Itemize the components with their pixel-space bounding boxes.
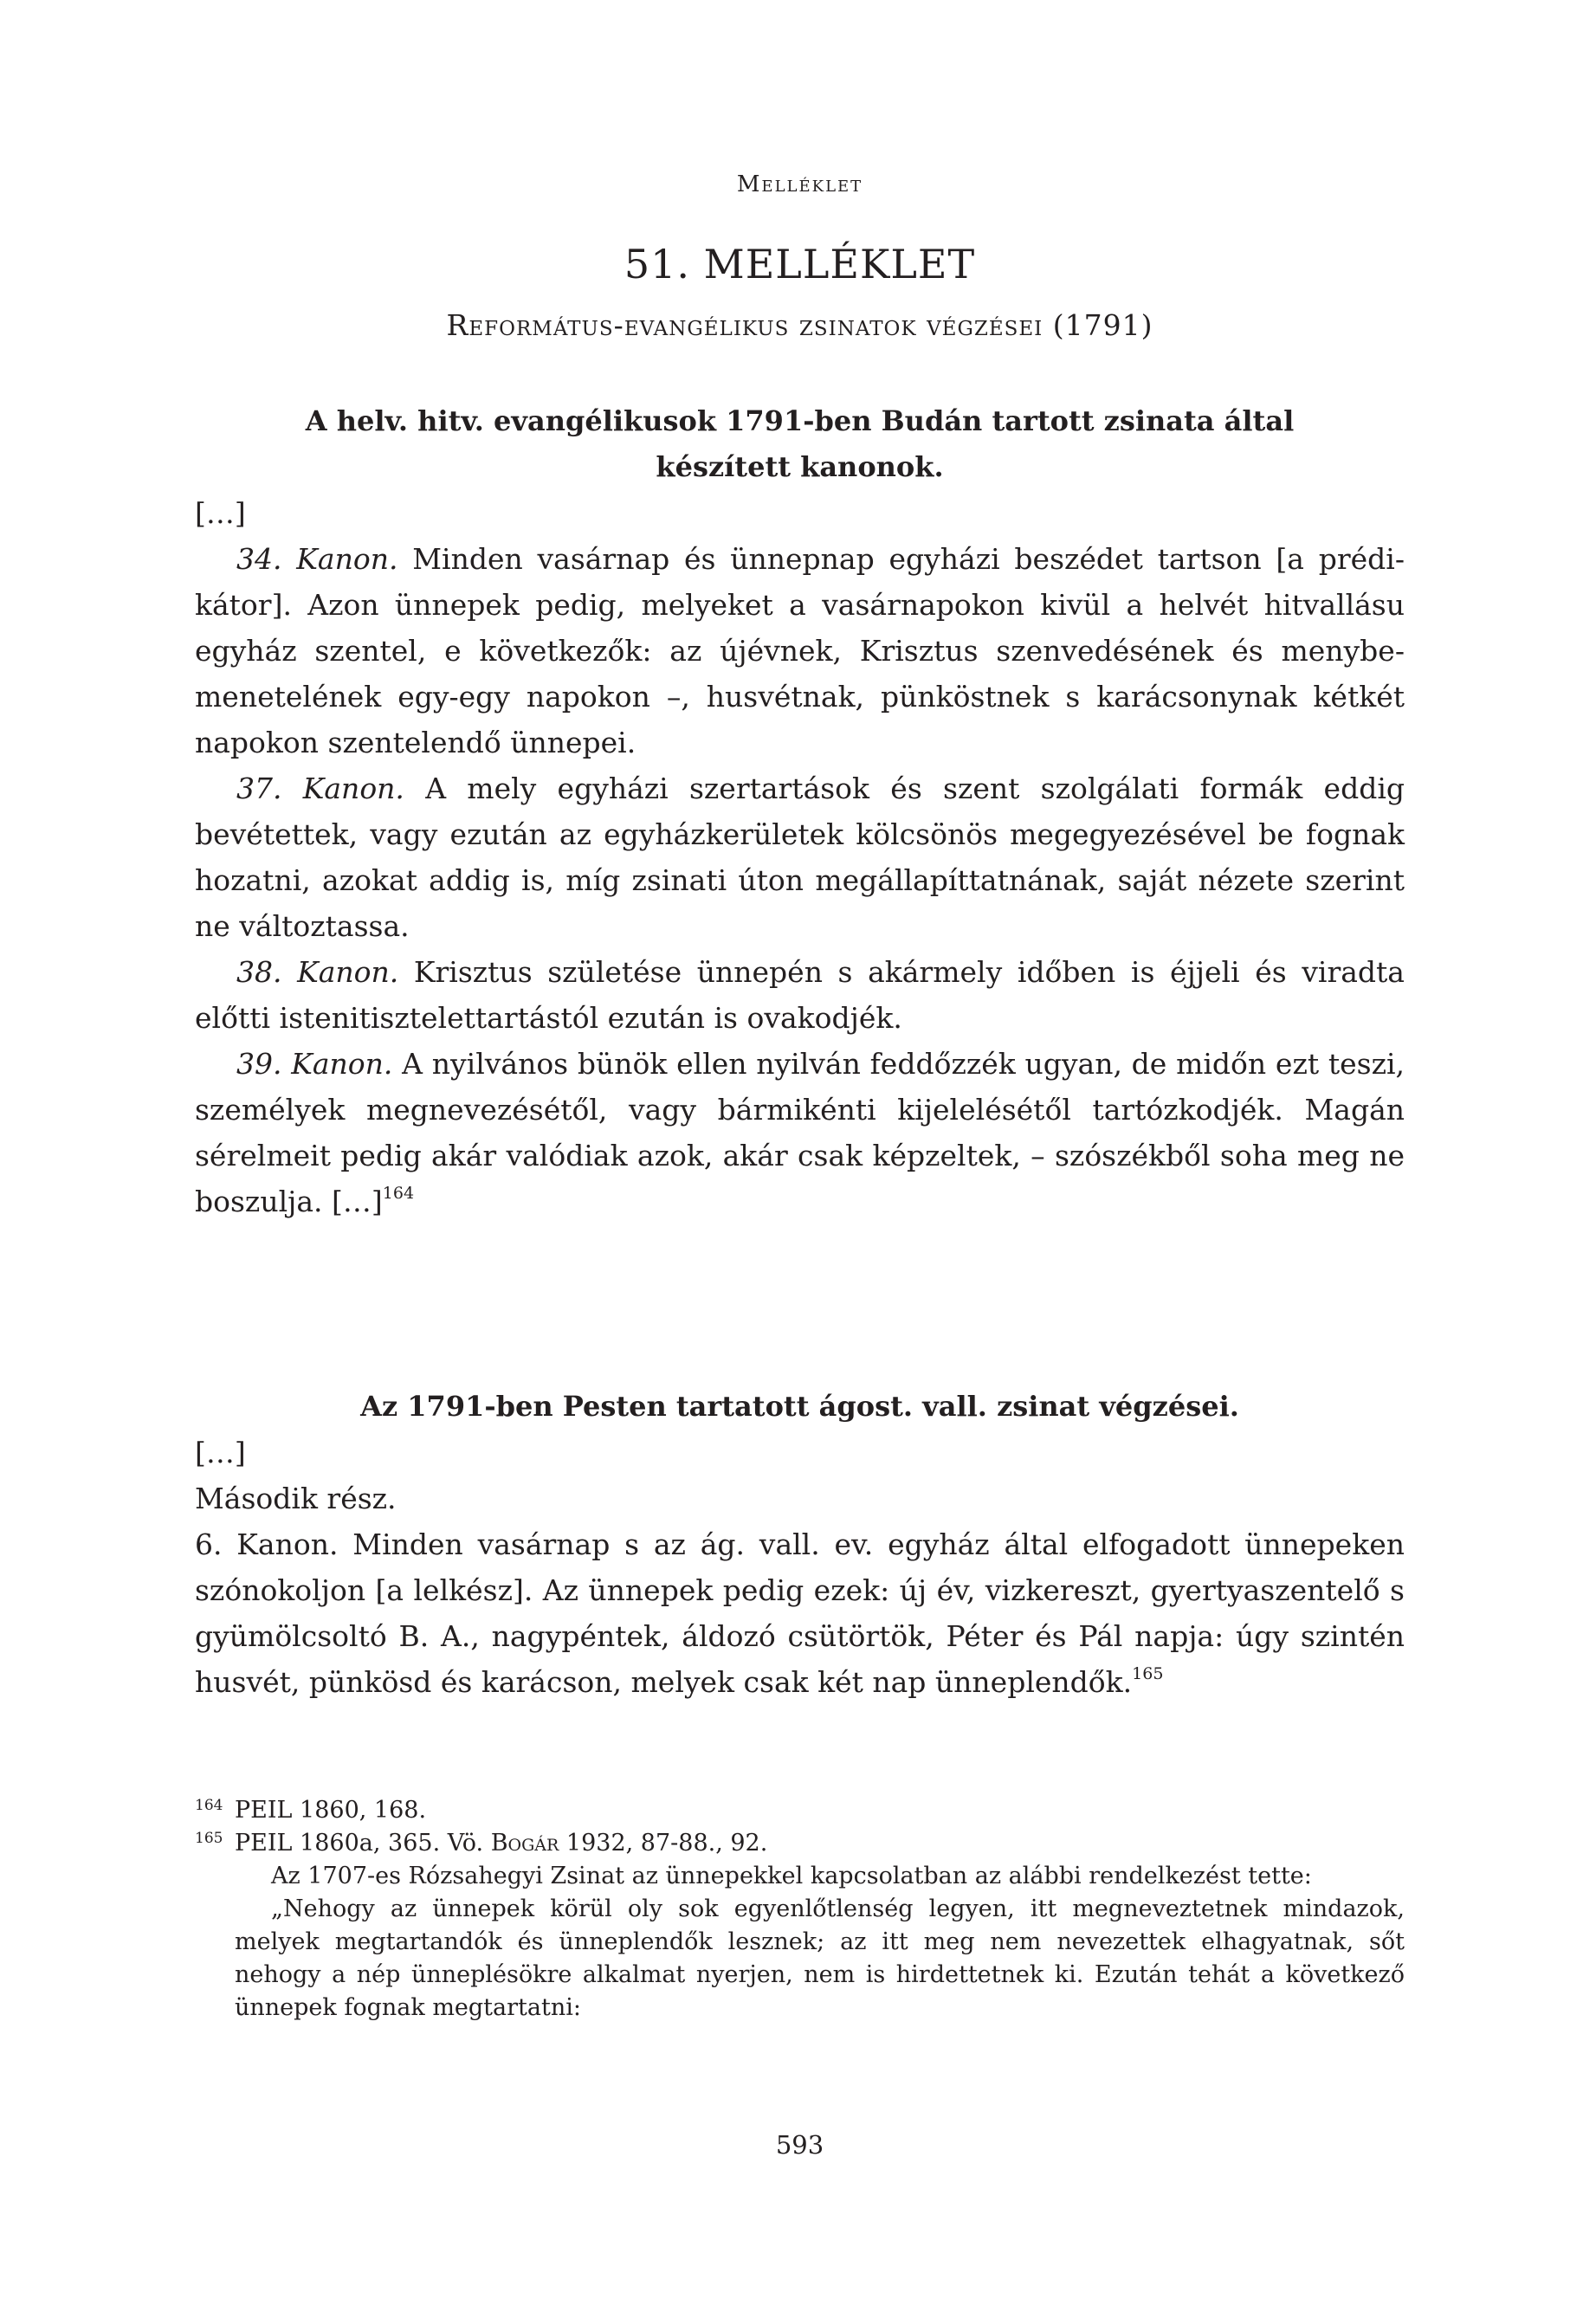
kanon-label: 39. Kanon. bbox=[236, 1047, 393, 1081]
footnote-number: 165 bbox=[195, 1830, 223, 1847]
kanon-37 bbox=[195, 765, 1405, 949]
kanon-38 bbox=[195, 949, 1405, 1041]
footnote-164 bbox=[195, 1794, 1405, 1827]
footnote-author: Bogár bbox=[490, 1830, 559, 1857]
footnote-165 bbox=[195, 1827, 1405, 1860]
footnote-text-b: 1932, 87-88., 92. bbox=[559, 1830, 768, 1857]
footnote-ref-165[interactable]: 165 bbox=[1132, 1664, 1164, 1683]
section-buda-synod bbox=[195, 398, 1405, 1224]
annex-number: 51. MELLÉKLET bbox=[624, 241, 976, 287]
footnote-number: 164 bbox=[195, 1797, 223, 1814]
kanon-6 bbox=[195, 1521, 1405, 1705]
footnotes bbox=[195, 1794, 1405, 2025]
ellipsis: […] bbox=[195, 496, 246, 530]
annex-subtitle: Református-evangélikus zsinatok végzései (1791) bbox=[446, 308, 1153, 342]
footnote-continuation: Az 1707-es Rózsahegyi Zsinat az ünnepekkel kapcsolatban az alábbi rendelkezést tette: bbox=[271, 1863, 1312, 1889]
section-pest-synod bbox=[195, 1384, 1405, 1705]
footnote-text-a: PEIL 1860a, 365. Vö. bbox=[235, 1830, 491, 1857]
footnote-ref-164[interactable]: 164 bbox=[382, 1184, 415, 1203]
part-label: Második rész. bbox=[195, 1482, 397, 1515]
kanon-label: 37. Kanon. bbox=[236, 772, 404, 805]
kanon-label: 34. Kanon. bbox=[236, 542, 398, 576]
page-number: 593 bbox=[775, 2130, 824, 2160]
kanon-label: 38. Kanon. bbox=[236, 955, 399, 989]
section-heading: A helv. hitv. evangélikusok 1791-ben Budán tartott zsinata által készített kanonok. bbox=[305, 404, 1295, 483]
running-head: Melléklet bbox=[736, 171, 863, 197]
footnote-text bbox=[235, 1827, 1405, 1860]
kanon-text: A mely egyházi szertartások és szent szolgálati formák eddig bevétettek, vagy ezután az egyházkerületek kölcsönös megegyezésével be fognak hozatni, azokat addig is, míg zsinati úton megállapíttatnának, saját nézete szerint ne változtassa. bbox=[195, 772, 1405, 943]
section-heading: Az 1791-ben Pesten tartatott ágost. vall. zsinat végzései. bbox=[360, 1390, 1239, 1423]
footnote-quote: „Nehogy az ünnepek körül oly sok egyenlőtlenség legyen, itt megneveztetnek mindazok, melyek megtartandók és ünneplendők lesznek; az itt meg nem nevezettek elhagyatnak, sőt nehogy a nép ünneplésökre alkalmat nyerjen, nem is hirdettetnek ki. Ezután tehát a következő ünnepek fognak megtartatni: bbox=[235, 1895, 1405, 2021]
kanon-text: Krisztus születése ünnepén s akármely időben is éjjeli és viradta előtti istenitisztelettartástól ezután is ovakodjék. bbox=[195, 955, 1405, 1035]
kanon-text: 6. Kanon. Minden vasárnap s az ág. vall. ev. egyház által elfogadott ünnepeken szónokoljon [a lelkész]. Az ünnepek pedig ezek: új év, vizkereszt, gyertyaszentelő s gyümölcsoltó B. A., nagypéntek, áldozó csütörtök, Péter és Pál napja: úgy szintén husvét, pünkösd és karácson, melyek csak két nap ünneplendők. bbox=[195, 1527, 1405, 1699]
kanon-text: A nyilvános bünök ellen nyilván feddőzzék ugyan, de midőn ezt teszi, személyek megnevezésétől, vagy bármikénti kijelelésétől tartózkodjék. Magán sérelmeit pedig akár valódiak azok, akár csak képzeltek, – szószékből soha meg ne boszulja. […] bbox=[195, 1047, 1405, 1218]
footnote-text: PEIL 1860, 168. bbox=[235, 1797, 427, 1824]
ellipsis: […] bbox=[195, 1436, 246, 1469]
kanon-39 bbox=[195, 1041, 1405, 1224]
kanon-34 bbox=[195, 536, 1405, 765]
kanon-text: Minden vasárnap és ünnepnap egyházi beszédet tartson [a prédikátor]. Azon ünnepek pedig, melyeket a vasárnapokon kivül a helvét hitvallásu egyház szentel, e következők: az újévnek, Krisztus szenvedésének és menybemenetelének egy-egy napokon –, husvétnak, pünköstnek s karácsonynak kétkét napokon szentelendő ünnepei. bbox=[195, 542, 1405, 759]
page bbox=[195, 0, 1405, 2312]
